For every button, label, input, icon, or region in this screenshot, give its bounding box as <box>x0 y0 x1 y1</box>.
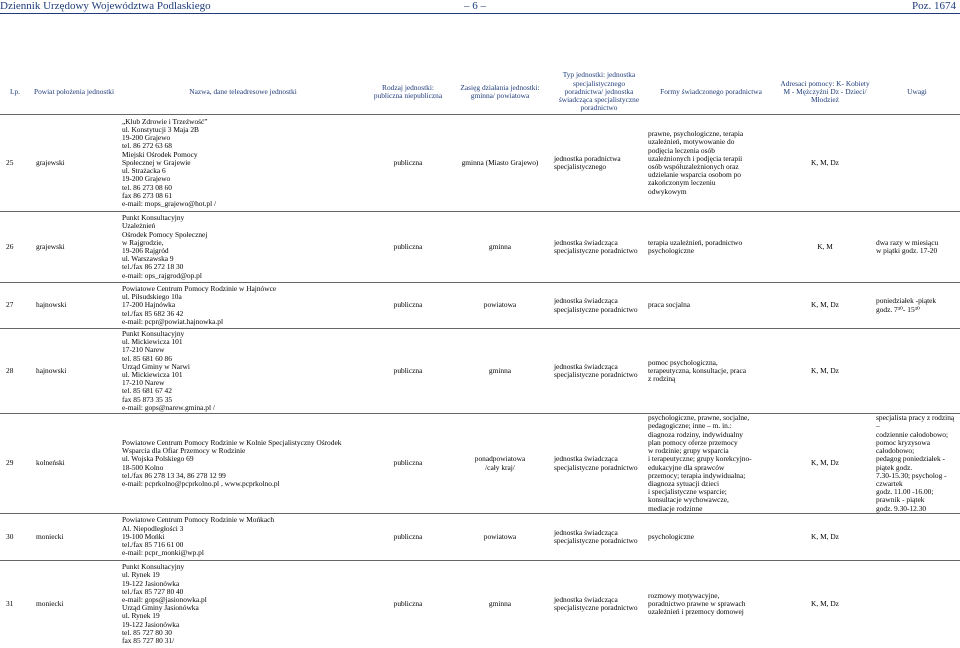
table-row <box>0 514 960 561</box>
cell-typ: jednostka poradnictwa specjalistycznego <box>552 115 646 212</box>
col-typ: Typ jednostki: jednostka specjalistycznego poradnictwa/ jednostka świadcząca specjalistyczne poradnictwo <box>558 70 640 113</box>
cell-formy: terapia uzależnień, poradnictwo psychologiczne <box>646 212 776 283</box>
cell-uwagi: dwa razy w miesiącu w piątki godz. 17-20 <box>874 212 960 283</box>
cell-zasieg: gminna (Miasto Grajewo) <box>448 115 552 212</box>
cell-rodzaj: publiczna <box>368 514 448 561</box>
cell-nazwa: Punkt Konsultacyjny ul. Rynek 19 19-122 Jasionówka tel./fax 85 727 80 40 e-mail: gops@jasionowka.pl Urząd Gminy Jasionówka ul. Rynek 19 19-122 Jasionówka tel. 85 727 80 30 fax 85 727 80 31/ <box>118 561 368 648</box>
col-uwagi: Uwagi <box>907 86 927 96</box>
table-row <box>0 414 960 514</box>
cell-lp: 25 <box>0 115 30 212</box>
cell-typ: jednostka świadcząca specjalistyczne poradnictwo <box>552 414 646 514</box>
cell-adresaci: K, M, Dz <box>776 514 874 561</box>
cell-rodzaj: publiczna <box>368 212 448 283</box>
cell-formy: pomoc psychologiczna, terapeutyczna, konsultacje, praca z rodziną <box>646 329 776 414</box>
cell-typ: jednostka świadcząca specjalistyczne poradnictwo <box>552 561 646 648</box>
counselling-units-table <box>0 70 960 648</box>
page-header <box>0 0 960 13</box>
cell-zasieg: powiatowa <box>448 514 552 561</box>
cell-adresaci: K, M, Dz <box>776 561 874 648</box>
cell-powiat: hajnowski <box>30 283 118 329</box>
cell-uwagi: poniedziałek -piątek godz. 7³⁰- 15³⁰ <box>874 283 960 329</box>
cell-powiat: grajewski <box>30 212 118 283</box>
table-row <box>0 561 960 648</box>
cell-formy: prawne, psychologiczne, terapia uzależnień, motywowanie do podjęcia leczenia osób uzależnionych i podjęcia terapii osób współuzależnionych oraz udzielanie wsparcia osobom po zakończonym leczeniu odwykowym <box>646 115 776 212</box>
cell-nazwa: Powiatowe Centrum Pomocy Rodzinie w Hajnówce ul. Piłsudskiego 10a 17-200 Hajnówka tel./fax 85 682 36 42 e-mail: pcpr@powiat.hajnowka.pl <box>118 283 368 329</box>
cell-zasieg: ponadpowiatowa /cały kraj/ <box>448 414 552 514</box>
header-rule <box>0 13 960 14</box>
page-number: – 6 – <box>464 0 486 12</box>
cell-nazwa: „Klub Zdrowie i Trzeźwość” ul. Konstytucji 3 Maja 2B 19-200 Grajewo tel. 86 272 63 68 Miejski Ośrodek Pomocy Społecznej w Grajewie ul. Strażacka 6 19-200 Grajewo tel. 86 273 08 60 fax 86 273 08 61 e-mail: mops_grajewo@hot.pl / <box>118 115 368 212</box>
cell-nazwa: Punkt Konsultacyjny ul. Mickiewicza 101 17-210 Narew tel. 85 681 60 86 Urząd Gminy w Narwi ul. Mickiewicza 101 17-210 Narew tel. 85 681 67 42 fax 85 873 35 35 e-mail: gops@narew.gmina.pl / <box>118 329 368 414</box>
cell-nazwa: Powiatowe Centrum Pomocy Rodzinie w Kolnie Specjalistyczny Ośrodek Wsparcia dla Ofiar Przemocy w Rodzinie ul. Wojska Polskiego 69 18-500 Kolno tel./fax 86 278 13 34, 86 278 12 99 e-mail: pcprkolno@pcprkolno.pl , www.pcprkolno.pl <box>118 414 368 514</box>
cell-lp: 29 <box>0 414 30 514</box>
cell-adresaci: K, M, Dz <box>776 329 874 414</box>
cell-typ: jednostka świadcząca specjalistyczne poradnictwo <box>552 329 646 414</box>
cell-typ: jednostka świadcząca specjalistyczne poradnictwo <box>552 514 646 561</box>
col-formy: Formy świadczonego poradnictwa <box>660 86 762 96</box>
col-rodzaj: Rodzaj jednostki: publiczna niepubliczna <box>373 82 443 100</box>
cell-lp: 30 <box>0 514 30 561</box>
cell-powiat: moniecki <box>30 514 118 561</box>
cell-powiat: grajewski <box>30 115 118 212</box>
cell-lp: 31 <box>0 561 30 648</box>
cell-uwagi <box>874 329 960 414</box>
table-row <box>0 283 960 329</box>
col-zasieg: Zasięg działania jednostki: gminna/ powiatowa <box>460 82 540 100</box>
cell-adresaci: K, M, Dz <box>776 283 874 329</box>
cell-lp: 26 <box>0 212 30 283</box>
cell-rodzaj: publiczna <box>368 561 448 648</box>
table-header-row <box>0 70 960 115</box>
cell-nazwa: Punkt Konsultacyjny Uzależnień Ośrodek Pomocy Społecznej w Rajgrodzie, 19-206 Rajgród ul. Warszawska 9 tel./fax 86 272 18 30 e-mail: ops_rajgrod@op.pl <box>118 212 368 283</box>
cell-uwagi <box>874 561 960 648</box>
cell-powiat: hajnowski <box>30 329 118 414</box>
cell-rodzaj: publiczna <box>368 414 448 514</box>
cell-lp: 28 <box>0 329 30 414</box>
cell-uwagi <box>874 115 960 212</box>
cell-zasieg: gminna <box>448 561 552 648</box>
col-lp: Lp. <box>9 86 21 96</box>
cell-formy: psychologiczne, prawne, socjalne, pedagogiczne; inne – m. in.: diagnoza rodziny, indywidualny plan pomocy oferze przemocy w rodzinie; grupy wsparcia i terapeutyczne; grupy korekcyjno- edukacyjne dla sprawców przemocy; terapia indywidualna; diagnoza sytuacji dzieci i specjalistyczne wsparcie; konsultacje wychowawcze, mediacje rodzinne <box>646 414 776 514</box>
cell-uwagi <box>874 514 960 561</box>
table-row <box>0 212 960 283</box>
table-row <box>0 115 960 212</box>
cell-lp: 27 <box>0 283 30 329</box>
cell-typ: jednostka świadcząca specjalistyczne poradnictwo <box>552 212 646 283</box>
cell-formy: praca socjalna <box>646 283 776 329</box>
cell-nazwa: Powiatowe Centrum Pomocy Rodzinie w Mońkach Al. Niepodległości 3 19-100 Mońki tel./fax 85 716 61 00 e-mail: pcpr_monki@wp.pl <box>118 514 368 561</box>
cell-adresaci: K, M, Dz <box>776 414 874 514</box>
table-row <box>0 329 960 414</box>
cell-rodzaj: publiczna <box>368 115 448 212</box>
col-powiat: Powiat położenia jednostki <box>33 86 115 96</box>
position-number: Poz. 1674 <box>912 0 956 12</box>
journal-title: Dziennik Urzędowy Województwa Podlaskiego <box>0 0 211 12</box>
cell-formy: psychologiczne <box>646 514 776 561</box>
cell-rodzaj: publiczna <box>368 283 448 329</box>
col-adresaci: Adresaci pomocy: K- Kobiety M - Mężczyźni Dz - Dzieci/ Młodzież <box>780 78 870 105</box>
col-nazwa: Nazwa, dane teleadresowe jednostki <box>189 86 297 96</box>
cell-zasieg: gminna <box>448 329 552 414</box>
cell-powiat: moniecki <box>30 561 118 648</box>
cell-typ: jednostka świadcząca specjalistyczne poradnictwo <box>552 283 646 329</box>
cell-adresaci: K, M <box>776 212 874 283</box>
cell-uwagi: specjalista pracy z rodziną – codziennie całodobowo; pomoc kryzysowa całodobowo; pedagog poniedziałek -piątek godz. 7.30-15.30; psycholog - czwartek godz. 11.00 -16.00; prawnik - piątek godz. 9.30-12.30 <box>874 414 960 514</box>
cell-formy: rozmowy motywacyjne, poradnictwo prawne w sprawach uzależnień i przemocy domowej <box>646 561 776 648</box>
cell-zasieg: powiatowa <box>448 283 552 329</box>
cell-adresaci: K, M, Dz <box>776 115 874 212</box>
cell-powiat: kolneński <box>30 414 118 514</box>
cell-zasieg: gminna <box>448 212 552 283</box>
cell-rodzaj: publiczna <box>368 329 448 414</box>
